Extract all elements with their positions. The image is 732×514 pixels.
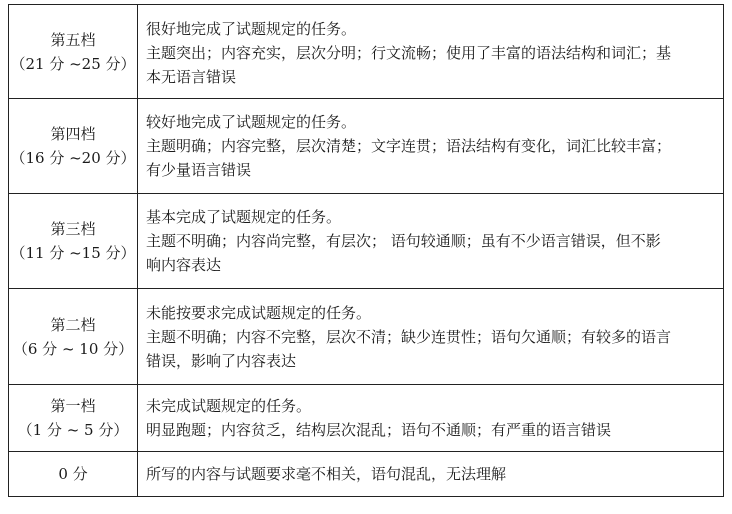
rubric-row-level-5 bbox=[9, 5, 724, 99]
description-line: 所写的内容与试题要求毫不相关，语句混乱，无法理解 bbox=[146, 465, 507, 483]
level-cell bbox=[9, 452, 138, 497]
description-cell bbox=[138, 5, 724, 99]
description-line: 明显跑题；内容贫乏，结构层次混乱；语句不通顺；有严重的语言错误 bbox=[146, 421, 612, 439]
description-line: 较好地完成了试题规定的任务。 bbox=[146, 113, 357, 131]
description-line: 主题不明确；内容不完整，层次不清；缺少连贯性；语句欠通顺；有较多的语言 bbox=[146, 327, 672, 346]
level-cell bbox=[9, 194, 138, 289]
description-line: 主题明确；内容完整，层次清楚；文字连贯；语法结构有变化，词汇比较丰富； bbox=[146, 137, 672, 155]
description-cell bbox=[138, 385, 724, 452]
level-score-range: （1 分 ~ 5 分） bbox=[17, 421, 129, 439]
description-line: 基本完成了试题规定的任务。 bbox=[146, 208, 342, 226]
level-cell bbox=[9, 99, 138, 194]
level-cell bbox=[9, 289, 138, 385]
level-name: 第四档 bbox=[50, 125, 96, 143]
description-line: 主题突出；内容充实，层次分明；行文流畅；使用了丰富的语法结构和词汇；基 bbox=[146, 43, 672, 62]
level-name: 0 分 bbox=[58, 465, 88, 483]
level-score-range: （11 分 ~15 分） bbox=[10, 244, 136, 262]
description-cell bbox=[138, 452, 724, 497]
level-cell bbox=[9, 385, 138, 452]
level-name: 第五档 bbox=[50, 30, 96, 49]
description-cell bbox=[138, 99, 724, 194]
level-name: 第二档 bbox=[50, 315, 96, 334]
description-line: 未完成试题规定的任务。 bbox=[146, 397, 312, 415]
description-line: 未能按要求完成试题规定的任务。 bbox=[146, 303, 372, 322]
description-cell bbox=[138, 289, 724, 385]
rubric-row-level-4 bbox=[9, 99, 724, 194]
rubric-row-level-1 bbox=[9, 385, 724, 452]
level-name: 第一档 bbox=[50, 397, 96, 415]
description-line: 主题不明确；内容尚完整，有层次； 语句较通顺；虽有不少语言错误，但不影 bbox=[146, 232, 661, 250]
scoring-rubric-table bbox=[8, 4, 724, 497]
level-cell bbox=[9, 5, 138, 99]
description-line: 本无语言错误 bbox=[146, 67, 237, 86]
description-line: 错误，影响了内容表达 bbox=[146, 351, 297, 370]
description-line: 很好地完成了试题规定的任务。 bbox=[146, 19, 357, 38]
level-score-range: （16 分 ~20 分） bbox=[10, 149, 136, 167]
level-name: 第三档 bbox=[50, 220, 96, 238]
level-score-range: （6 分 ~ 10 分） bbox=[12, 339, 134, 358]
rubric-row-level-2 bbox=[9, 289, 724, 385]
description-line: 响内容表达 bbox=[146, 256, 222, 274]
rubric-row-level-3 bbox=[9, 194, 724, 289]
description-cell bbox=[138, 194, 724, 289]
level-score-range: （21 分 ~25 分） bbox=[10, 54, 136, 73]
rubric-row-level-0 bbox=[9, 452, 724, 497]
description-line: 有少量语言错误 bbox=[146, 161, 252, 179]
